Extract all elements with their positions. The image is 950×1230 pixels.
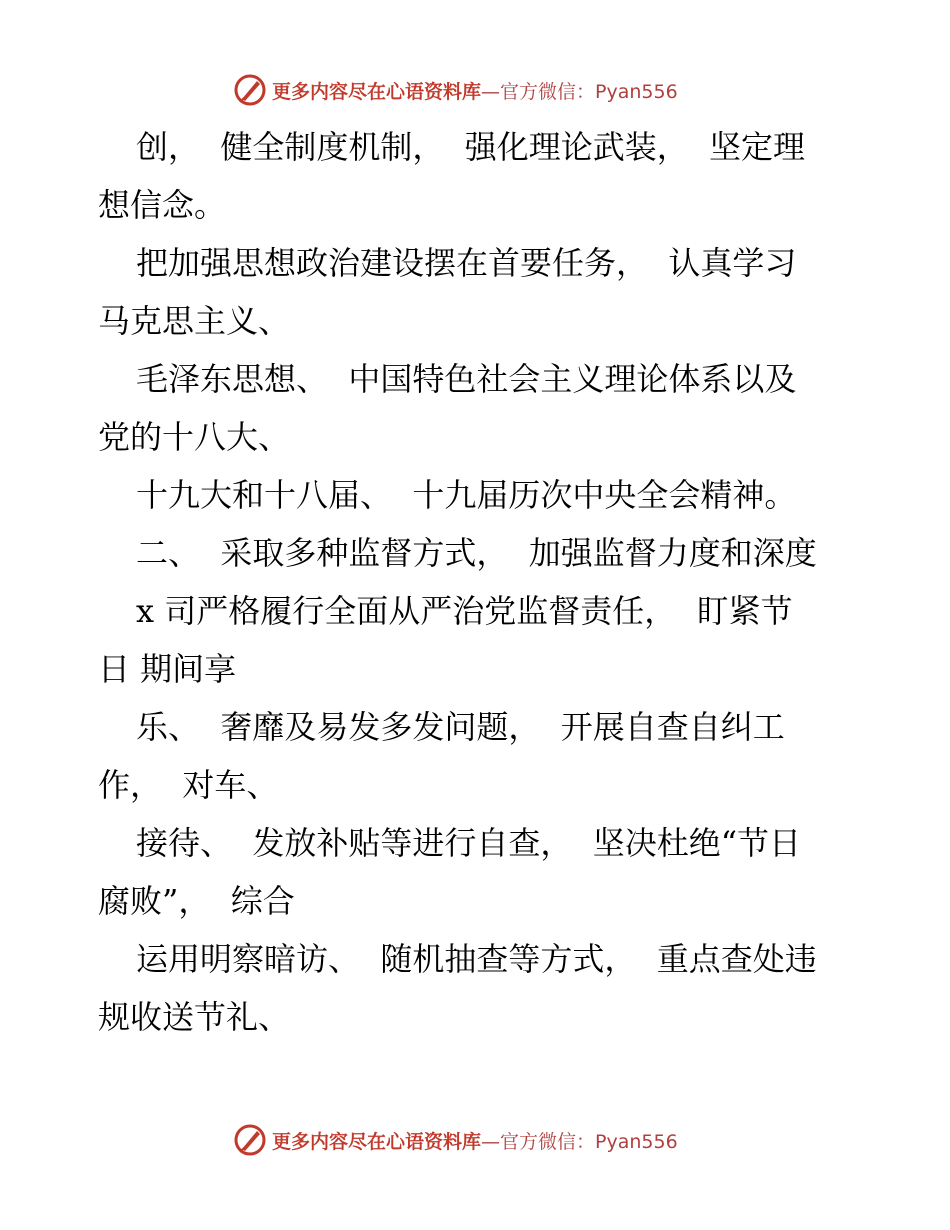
- document-body: [98, 118, 858, 1046]
- text-line: 运用明察暗访、 随机抽查等方式， 重点查处违: [136, 940, 817, 978]
- text-line: 接待、 发放补贴等进行自查， 坚决杜绝“节日: [136, 824, 802, 862]
- text-line: 把加强思想政治建设摆在首要任务， 认真学习: [136, 244, 797, 282]
- text-line: x 司严格履行全面从严治党监督责任， 盯紧节: [136, 592, 793, 630]
- text-line: 规收送节礼、: [98, 998, 291, 1036]
- header-banner: [232, 70, 678, 110]
- text-line: 马克思主义、: [98, 302, 291, 340]
- text-line: 乐、 奢靡及易发多发问题， 开展自查自纠工: [136, 708, 785, 746]
- header-library-text: 更多内容尽在心语资料库: [272, 80, 482, 103]
- text-line: 想信念。: [98, 186, 227, 224]
- text-line: 毛泽东思想、 中国特色社会主义理论体系以及: [136, 360, 797, 398]
- footer-wechat-text: —官方微信：Pyan556: [481, 1130, 678, 1153]
- text-line: 党的十八大、: [98, 418, 291, 456]
- text-line: 腐败”， 综合: [98, 882, 295, 920]
- footer-banner: [232, 1120, 678, 1160]
- text-line: 创， 健全制度机制， 强化理论武装， 坚定理: [136, 128, 806, 166]
- header-wechat-text: —官方微信：Pyan556: [481, 80, 678, 103]
- quill-logo-icon: [232, 1122, 268, 1158]
- text-line: 作， 对车、: [98, 766, 279, 804]
- text-line: 日 期间享: [98, 650, 237, 688]
- quill-logo-icon: [232, 72, 268, 108]
- footer-library-text: 更多内容尽在心语资料库: [272, 1130, 482, 1153]
- text-line: 十九大和十八届、 十九届历次中央全会精神。: [136, 476, 797, 514]
- text-line: 二、 采取多种监督方式， 加强监督力度和深度: [136, 534, 817, 572]
